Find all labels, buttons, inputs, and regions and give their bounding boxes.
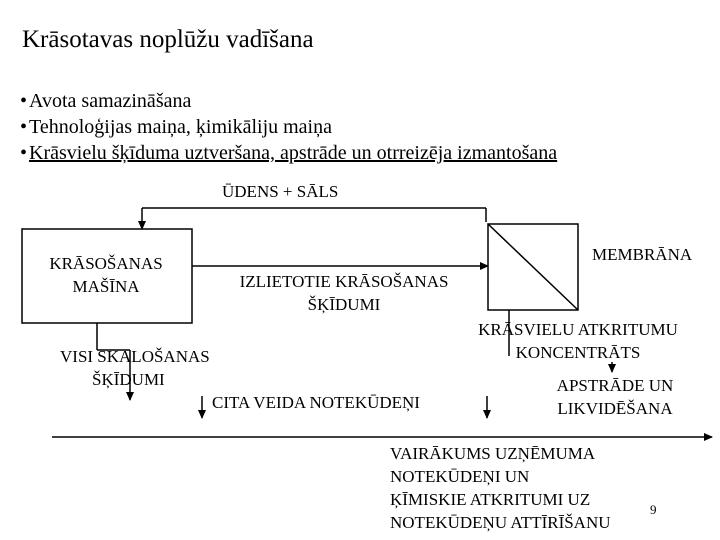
bullet-dot: • (20, 142, 28, 164)
other-wastewater-label: CITA VEIDA NOTEKŪDEŅI (212, 393, 420, 412)
rinse-wastewater-label (60, 345, 240, 391)
slide-title: Krāsotavas noplūžu vadīšana (22, 26, 314, 53)
note-line: NOTEKŪDEŅU ATTĪRĪŠANU (390, 513, 611, 532)
used-dye-line: IZLIETOTIE KRĀSOŠANAS (239, 272, 449, 291)
treatment-disposal-label (540, 374, 690, 420)
dye-waste-concentrate-label (452, 318, 704, 364)
majority-note-label (390, 442, 611, 534)
concentrate-line-text: KRĀSVIELU ATKRITUMU (478, 320, 678, 339)
water-salt-label: ŪDENS + SĀLS (222, 182, 339, 201)
dyeing-machine-label (30, 252, 182, 298)
bullet-text: Krāsvielu šķīduma uztveršana, apstrāde un otrreizēja izmantošana (29, 142, 558, 164)
bullet-text: Tehnoloģijas maiņa, ķimikāliju maiņa (29, 116, 332, 138)
treatment-line-text: LIKVIDĒŠANA (557, 399, 673, 418)
used-dye-line: ŠĶĪDUMI (307, 295, 381, 314)
membrane-diagonal (488, 224, 578, 310)
note-line: VAIRĀKUMS UZŅĒMUMA (390, 444, 596, 463)
bullet-dot: • (20, 116, 28, 138)
rinse-line-text: ŠĶĪDUMI (92, 370, 165, 389)
rinse-line-text: VISI SKALOŠANAS (60, 347, 210, 366)
dyeing-machine-line: MAŠĪNA (72, 277, 140, 296)
note-line: NOTEKŪDEŅI UN (390, 467, 530, 486)
page-number: 9 (650, 502, 657, 517)
used-dye-wastewater-label (218, 270, 470, 316)
treatment-line-text: APSTRĀDE UN (556, 376, 674, 395)
concentrate-line-text: KONCENTRĀTS (515, 343, 641, 362)
bullet-text: Avota samazināšana (29, 90, 192, 112)
bullet-dot: • (20, 90, 28, 112)
membrane-label: MEMBRĀNA (592, 245, 693, 264)
dyeing-machine-line: KRĀSOŠANAS (49, 254, 163, 273)
note-line: ĶĪMISKIE ATKRITUMI UZ (390, 490, 591, 509)
